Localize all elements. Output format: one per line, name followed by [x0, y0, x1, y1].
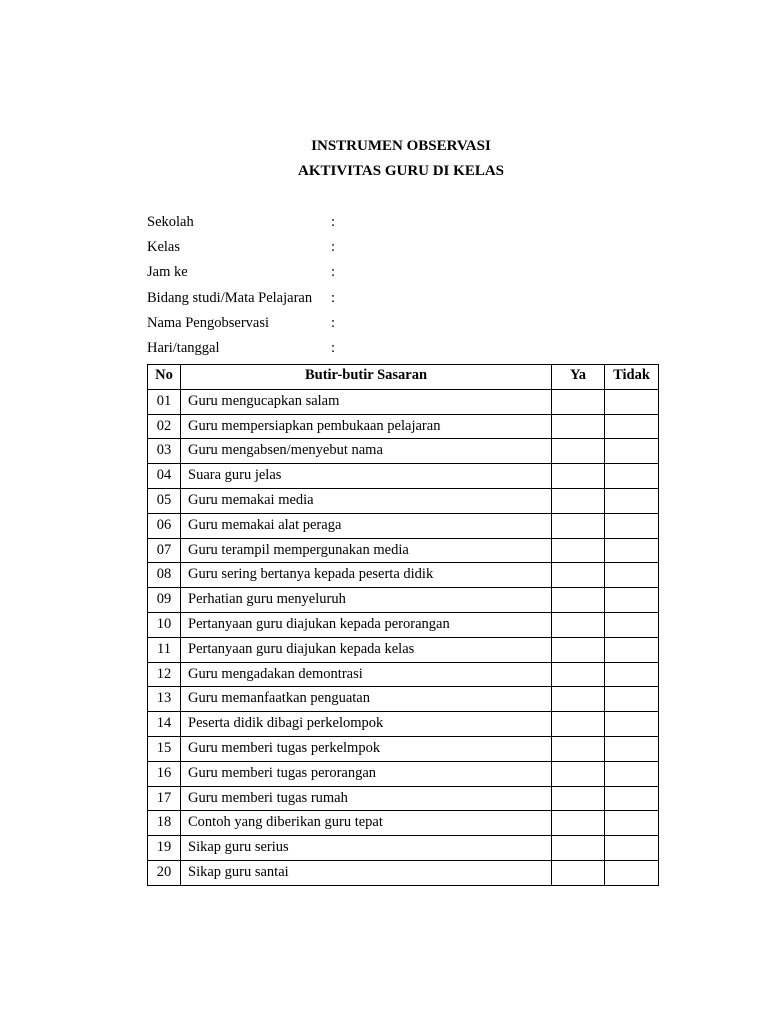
- row-number: 02: [148, 414, 181, 439]
- ya-checkbox-cell[interactable]: [552, 687, 605, 712]
- identity-fields: [147, 213, 647, 364]
- table-row: [148, 488, 659, 513]
- tidak-checkbox-cell[interactable]: [605, 662, 659, 687]
- observation-table: [147, 364, 659, 886]
- tidak-checkbox-cell[interactable]: [605, 786, 659, 811]
- table-header-row: [148, 365, 659, 390]
- tidak-checkbox-cell[interactable]: [605, 612, 659, 637]
- field-colon: :: [331, 339, 336, 356]
- tidak-checkbox-cell[interactable]: [605, 860, 659, 885]
- field-colon: :: [331, 314, 336, 331]
- ya-checkbox-cell[interactable]: [552, 389, 605, 414]
- ya-checkbox-cell[interactable]: [552, 712, 605, 737]
- row-number: 08: [148, 563, 181, 588]
- table-row: [148, 563, 659, 588]
- field-jam-ke: [147, 263, 647, 288]
- row-number: 07: [148, 538, 181, 563]
- row-number: 15: [148, 736, 181, 761]
- ya-checkbox-cell[interactable]: [552, 414, 605, 439]
- ya-checkbox-cell[interactable]: [552, 612, 605, 637]
- field-colon: :: [331, 214, 336, 230]
- field-bidang-studi: [147, 289, 647, 314]
- tidak-checkbox-cell[interactable]: [605, 811, 659, 836]
- field-label: Bidang studi/Mata Pelajaran: [147, 289, 313, 306]
- row-number: 03: [148, 439, 181, 464]
- row-number: 17: [148, 786, 181, 811]
- ya-checkbox-cell[interactable]: [552, 439, 605, 464]
- table-row: [148, 712, 659, 737]
- row-item-text: Sikap guru serius: [181, 836, 552, 861]
- ya-checkbox-cell[interactable]: [552, 786, 605, 811]
- tidak-checkbox-cell[interactable]: [605, 439, 659, 464]
- table-row: [148, 513, 659, 538]
- row-item-text: Guru mengadakan demontrasi: [181, 662, 552, 687]
- ya-checkbox-cell[interactable]: [552, 513, 605, 538]
- table-row: [148, 637, 659, 662]
- row-item-text: Perhatian guru menyeluruh: [181, 588, 552, 613]
- tidak-checkbox-cell[interactable]: [605, 563, 659, 588]
- tidak-checkbox-cell[interactable]: [605, 389, 659, 414]
- row-item-text: Pertanyaan guru diajukan kepada perorangan: [181, 612, 552, 637]
- field-colon: :: [331, 239, 336, 256]
- row-item-text: Guru mengucapkan salam: [181, 389, 552, 414]
- row-number: 18: [148, 811, 181, 836]
- row-item-text: Guru mempersiapkan pembukaan pelajaran: [181, 414, 552, 439]
- ya-checkbox-cell[interactable]: [552, 836, 605, 861]
- table-row: [148, 761, 659, 786]
- row-item-text: Contoh yang diberikan guru tepat: [181, 811, 552, 836]
- table-row: [148, 538, 659, 563]
- row-item-text: Guru memanfaatkan penguatan: [181, 687, 552, 712]
- row-item-text: Guru mengabsen/menyebut nama: [181, 439, 552, 464]
- table-row: [148, 389, 659, 414]
- header-no: No: [148, 365, 181, 390]
- ya-checkbox-cell[interactable]: [552, 588, 605, 613]
- tidak-checkbox-cell[interactable]: [605, 488, 659, 513]
- field-kelas: [147, 238, 647, 263]
- row-number: 04: [148, 464, 181, 489]
- table-row: [148, 612, 659, 637]
- field-label: Hari/tanggal: [147, 339, 220, 356]
- table-body: [148, 389, 659, 885]
- ya-checkbox-cell[interactable]: [552, 811, 605, 836]
- row-number: 06: [148, 513, 181, 538]
- header-ya: Ya: [552, 365, 605, 390]
- row-item-text: Pertanyaan guru diajukan kepada kelas: [181, 637, 552, 662]
- header-tidak: Tidak: [605, 365, 659, 390]
- field-colon: :: [331, 264, 336, 281]
- row-number: 05: [148, 488, 181, 513]
- table-row: [148, 439, 659, 464]
- tidak-checkbox-cell[interactable]: [605, 464, 659, 489]
- document-title: INSTRUMEN OBSERVASI: [311, 138, 491, 154]
- row-number: 01: [148, 389, 181, 414]
- row-number: 12: [148, 662, 181, 687]
- ya-checkbox-cell[interactable]: [552, 860, 605, 885]
- table-row: [148, 836, 659, 861]
- ya-checkbox-cell[interactable]: [552, 736, 605, 761]
- table-row: [148, 860, 659, 885]
- row-item-text: Guru memakai alat peraga: [181, 513, 552, 538]
- ya-checkbox-cell[interactable]: [552, 538, 605, 563]
- table-row: [148, 662, 659, 687]
- row-item-text: Peserta didik dibagi perkelompok: [181, 712, 552, 737]
- field-label: Jam ke: [147, 264, 188, 281]
- field-hari-tanggal: [147, 339, 647, 364]
- table-row: [148, 464, 659, 489]
- tidak-checkbox-cell[interactable]: [605, 588, 659, 613]
- tidak-checkbox-cell[interactable]: [605, 513, 659, 538]
- table-row: [148, 687, 659, 712]
- header-item: Butir-butir Sasaran: [181, 365, 552, 390]
- document-subtitle: AKTIVITAS GURU DI KELAS: [297, 163, 504, 179]
- field-label: Nama Pengobservasi: [147, 314, 270, 331]
- row-number: 13: [148, 687, 181, 712]
- row-number: 14: [148, 712, 181, 737]
- tidak-checkbox-cell[interactable]: [605, 637, 659, 662]
- table-row: [148, 786, 659, 811]
- row-item-text: Suara guru jelas: [181, 464, 552, 489]
- row-number: 19: [148, 836, 181, 861]
- row-number: 09: [148, 588, 181, 613]
- tidak-checkbox-cell[interactable]: [605, 836, 659, 861]
- ya-checkbox-cell[interactable]: [552, 464, 605, 489]
- row-number: 11: [148, 637, 181, 662]
- table-row: [148, 736, 659, 761]
- row-number: 20: [148, 860, 181, 885]
- table-row: [148, 588, 659, 613]
- ya-checkbox-cell[interactable]: [552, 761, 605, 786]
- row-item-text: Guru memberi tugas perkelmpok: [181, 736, 552, 761]
- field-label: Kelas: [147, 239, 181, 256]
- tidak-checkbox-cell[interactable]: [605, 414, 659, 439]
- field-nama-pengobservasi: [147, 314, 647, 339]
- row-item-text: Guru memberi tugas perorangan: [181, 761, 552, 786]
- field-colon: :: [331, 289, 336, 306]
- tidak-checkbox-cell[interactable]: [605, 736, 659, 761]
- tidak-checkbox-cell[interactable]: [605, 761, 659, 786]
- tidak-checkbox-cell[interactable]: [605, 712, 659, 737]
- field-sekolah: [147, 213, 647, 238]
- tidak-checkbox-cell[interactable]: [605, 538, 659, 563]
- ya-checkbox-cell[interactable]: [552, 637, 605, 662]
- row-item-text: Guru sering bertanya kepada peserta didik: [181, 563, 552, 588]
- table-row: [148, 811, 659, 836]
- ya-checkbox-cell[interactable]: [552, 563, 605, 588]
- row-item-text: Guru terampil mempergunakan media: [181, 538, 552, 563]
- table-row: [148, 414, 659, 439]
- row-item-text: Sikap guru santai: [181, 860, 552, 885]
- row-number: 10: [148, 612, 181, 637]
- field-label: Sekolah: [147, 214, 194, 230]
- row-item-text: Guru memberi tugas rumah: [181, 786, 552, 811]
- ya-checkbox-cell[interactable]: [552, 662, 605, 687]
- ya-checkbox-cell[interactable]: [552, 488, 605, 513]
- row-item-text: Guru memakai media: [181, 488, 552, 513]
- tidak-checkbox-cell[interactable]: [605, 687, 659, 712]
- row-number: 16: [148, 761, 181, 786]
